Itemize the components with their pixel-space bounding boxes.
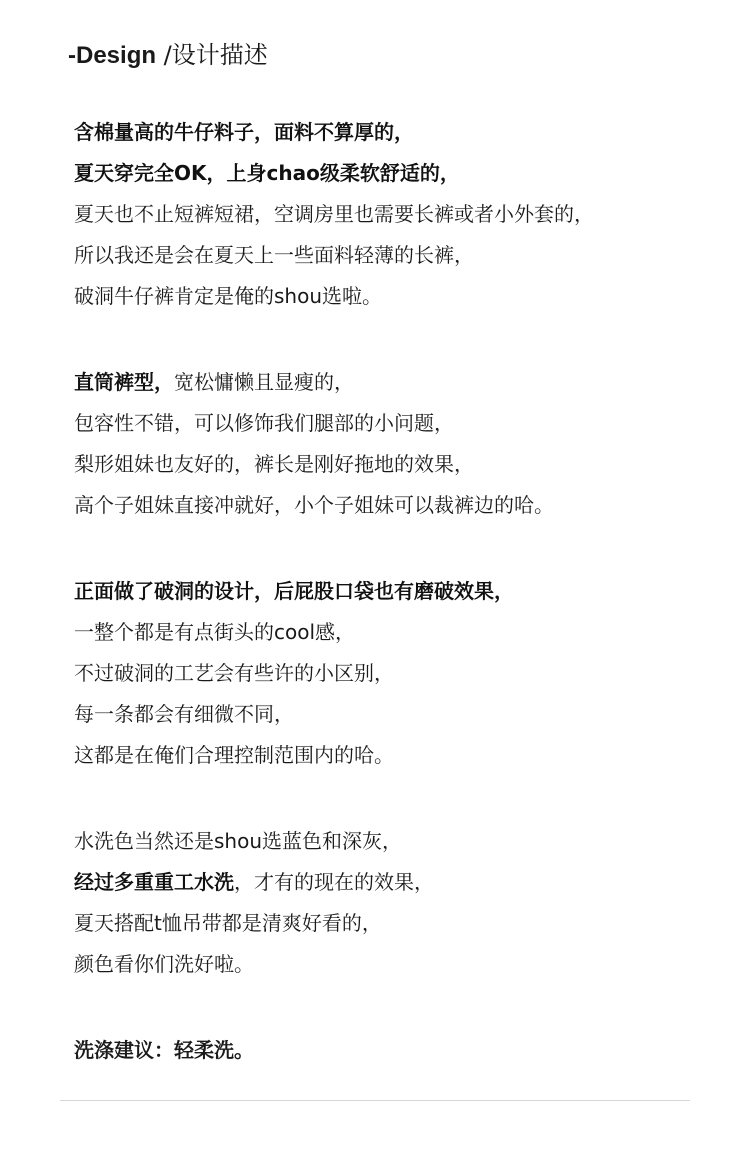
text-line	[74, 485, 714, 526]
heading-en: -Design	[68, 42, 157, 69]
line-text: 一整个都是有点街头的cool感，	[74, 620, 356, 644]
line-text: 颜色看你们洗好啦。	[74, 952, 254, 976]
heading-zh: /设计描述	[163, 41, 268, 69]
text-line	[74, 194, 714, 235]
text-line	[74, 612, 714, 653]
text-line	[74, 653, 714, 694]
text-line	[74, 821, 714, 862]
line-text: 所以我还是会在夏天上一些面料轻薄的长裤，	[74, 243, 474, 267]
line-text: ，才有的现在的效果，	[234, 870, 434, 894]
section-heading	[68, 38, 268, 73]
paragraph-distressed	[74, 571, 714, 776]
text-line	[74, 735, 714, 776]
line-text: 包容性不错，可以修饰我们腿部的小问题，	[74, 411, 454, 435]
divider	[60, 1100, 690, 1101]
highlight-text: 含棉量高的牛仔料子，面料不算厚的，	[74, 112, 414, 153]
highlight-text: 经过多重重工水洗	[74, 862, 234, 903]
text-line	[74, 694, 714, 735]
text-line	[74, 444, 714, 485]
text-line	[74, 944, 714, 985]
text-line	[74, 276, 714, 317]
paragraph-wash	[74, 821, 714, 985]
line-text: 夏天也不止短裤短裙，空调房里也需要长裤或者小外套的，	[74, 202, 594, 226]
line-text: 不过破洞的工艺会有些许的小区别，	[74, 661, 394, 685]
care-instruction	[74, 1030, 714, 1071]
line-text: 水洗色当然还是shou选蓝色和深灰，	[74, 829, 403, 853]
line-text: 高个子姐妹直接冲就好，小个子姐妹可以裁裤边的哈。	[74, 493, 554, 517]
line-text: 夏天搭配t恤吊带都是清爽好看的，	[74, 911, 382, 935]
care-text: 洗涤建议：轻柔洗。	[74, 1038, 254, 1062]
paragraph-fabric	[74, 112, 714, 317]
text-line	[74, 112, 714, 153]
text-line	[74, 362, 714, 403]
highlight-text: 直筒裤型，	[74, 362, 174, 403]
paragraph-fit	[74, 362, 714, 526]
text-line	[74, 235, 714, 276]
text-line	[74, 403, 714, 444]
text-line	[74, 571, 714, 612]
highlight-text: 正面做了破洞的设计，后屁股口袋也有磨破效果，	[74, 571, 514, 612]
line-text: 这都是在俺们合理控制范围内的哈。	[74, 743, 394, 767]
highlight-text: 夏天穿完全OK，上身chao级柔软舒适的，	[74, 153, 460, 194]
text-line	[74, 153, 714, 194]
text-line	[74, 862, 714, 903]
line-text: 每一条都会有细微不同，	[74, 702, 294, 726]
text-line	[74, 903, 714, 944]
line-text: 梨形姐妹也友好的，裤长是刚好拖地的效果，	[74, 452, 474, 476]
line-text: 破洞牛仔裤肯定是俺的shou选啦。	[74, 284, 383, 308]
line-text: 宽松慵懒且显瘦的，	[174, 370, 354, 394]
text-line	[74, 1030, 714, 1071]
